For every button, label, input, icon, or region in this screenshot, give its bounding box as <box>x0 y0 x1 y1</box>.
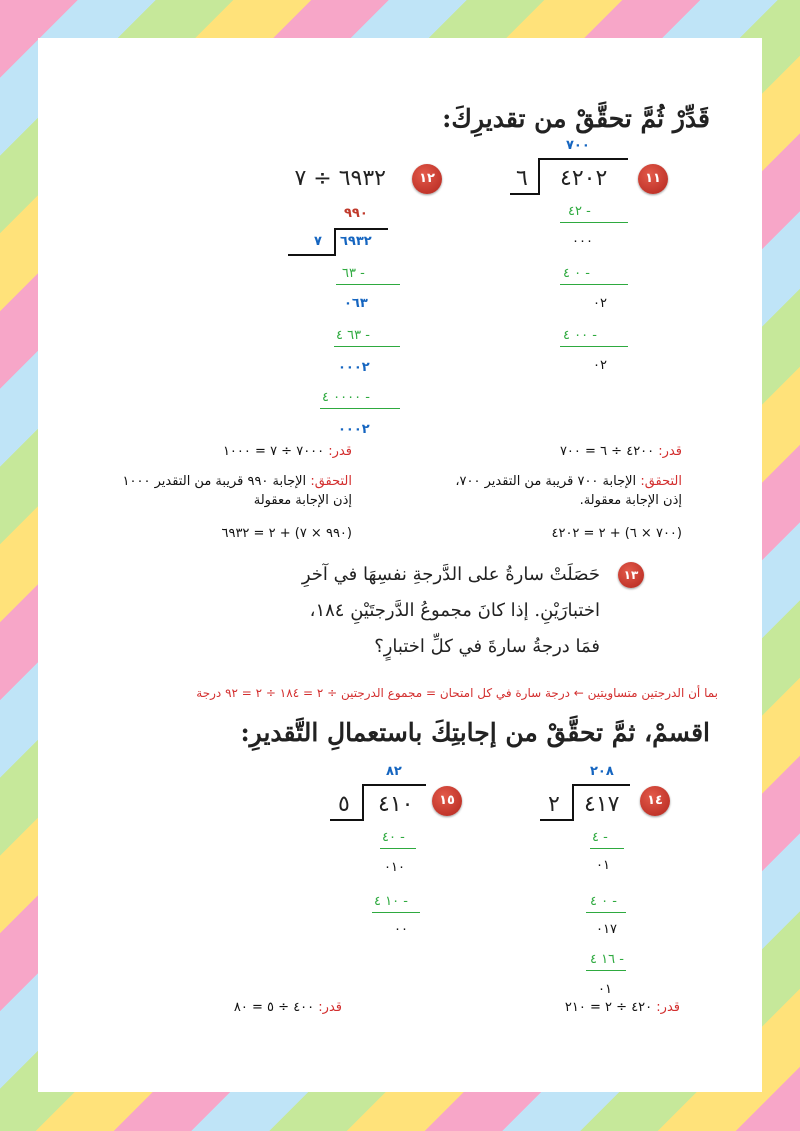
underline-11-2 <box>560 284 628 285</box>
word-problem-answer: بما أن الدرجتين متساويتين ← درجة سارة في كل امتحان = مجموع الدرجتين ÷ ٢ = ١٨٤ ÷ ٢ = ٩٢ درجة <box>196 686 718 700</box>
dividend-11: ٤٢٠٢ <box>560 166 608 191</box>
dividend-15: ٤١٠ <box>378 792 414 817</box>
estimate-12: قدر: ٧٠٠٠ ÷ ٧ = ١٠٠٠ <box>222 444 352 459</box>
quotient-14: ٢٠٨ <box>590 764 614 779</box>
divisor-15: ٥ <box>338 792 350 817</box>
problem-badge-13: ١٣ <box>618 562 644 588</box>
step-12-4: ٠٠٠٢ <box>338 360 370 375</box>
step-14-1: - ٤ <box>592 830 608 845</box>
step-14-3: - ٠ ٤ <box>590 894 617 909</box>
underline-15-1 <box>380 848 416 849</box>
quotient-11: ٧٠٠ <box>566 138 590 153</box>
problem-badge-14: ١٤ <box>640 786 670 816</box>
division-bracket-11 <box>538 158 540 194</box>
word-problem-line1: حَصَلَتْ سارةُ على الدَّرجةِ نفسِهَا في آخرِ <box>301 564 600 585</box>
problem-badge-12: ١٢ <box>412 164 442 194</box>
division-bar-12 <box>336 228 388 230</box>
step-12-1: - ٦٣ <box>342 266 365 281</box>
word-problem-line3: فمَا درجةُ سارةَ في كلِّ اختبارٍ؟ <box>374 636 600 657</box>
step-15-1: - ٤٠ <box>382 830 405 845</box>
expression-12: ٦٩٣٢ ÷ ٧ <box>294 166 386 191</box>
underline-12-1 <box>336 284 400 285</box>
step-15-4: ٠٠ <box>394 922 408 937</box>
step-15-3: - ١٠ ٤ <box>374 894 408 909</box>
step-12-2: ٠٦٣ <box>344 296 368 311</box>
worksheet-page <box>38 38 762 1092</box>
divisor-11: ٦ <box>516 166 528 191</box>
word-problem-line2: اختبارَيْنِ. إذا كانَ مجموعُ الدَّرجتَيْنِ ١٨٤، <box>309 600 600 621</box>
section-title-estimate: قَدِّرْ ثُمَّ تحقَّقْ من تقديرِكَ: <box>442 104 710 133</box>
underline-11-3 <box>560 346 628 347</box>
verify-11-line1: التحقق: الإجابة ٧٠٠ قريبة من التقدير ٧٠٠، <box>455 474 682 489</box>
section-title-divide: اقسمْ، ثمَّ تحقَّقْ من إجابتِكَ باستعمالِ التَّقديرِ: <box>240 718 710 747</box>
step-12-3: - ٦٣ ٤ <box>336 328 370 343</box>
division-foot-12 <box>288 254 336 256</box>
step-14-5: - ١٦ ٤ <box>590 952 624 967</box>
division-foot-11 <box>510 193 540 195</box>
division-bar-14 <box>574 784 630 786</box>
division-bracket-14 <box>572 784 574 820</box>
step-11-4: ٠٢ <box>593 296 607 311</box>
division-foot-14 <box>540 819 574 821</box>
underline-14-1 <box>590 848 624 849</box>
divisor-14: ٢ <box>548 792 560 817</box>
verify-12-line1: التحقق: الإجابة ٩٩٠ قريبة من التقدير ١٠٠٠ <box>122 474 352 489</box>
dividend-12: ٦٩٣٢ <box>340 234 372 249</box>
step-14-4: ٠١٧ <box>596 922 617 937</box>
step-11-6: ٠٢ <box>593 358 607 373</box>
step-12-6: ٠٠٠٢ <box>338 422 370 437</box>
problem-badge-11: ١١ <box>638 164 668 194</box>
division-bracket-12 <box>334 228 336 256</box>
underline-12-2 <box>334 346 400 347</box>
underline-12-3 <box>320 408 400 409</box>
quotient-12: ٩٩٠ <box>344 206 368 221</box>
step-11-5: - ٠٠ ٤ <box>563 328 597 343</box>
underline-15-2 <box>372 912 420 913</box>
step-11-2: ٠٠٠ <box>572 234 593 249</box>
step-11-1: - ٤٢ <box>568 204 591 219</box>
division-bar-11 <box>540 158 628 160</box>
underline-11-1 <box>560 222 628 223</box>
estimate-11: قدر: ٤٢٠٠ ÷ ٦ = ٧٠٠ <box>559 444 682 459</box>
verify-12-line2: إذن الإجابة معقولة <box>253 493 352 508</box>
estimate-15: قدر: ٤٠٠ ÷ ٥ = ٨٠ <box>233 1000 342 1015</box>
underline-14-3 <box>586 970 626 971</box>
step-15-2: ٠١٠ <box>384 860 405 875</box>
step-14-2: ٠١ <box>596 858 610 873</box>
dividend-14: ٤١٧ <box>584 792 620 817</box>
division-bar-15 <box>364 784 426 786</box>
verify-11-line2: إذن الإجابة معقولة. <box>579 493 682 508</box>
divisor-12: ٧ <box>314 234 322 249</box>
estimate-14: قدر: ٤٢٠ ÷ ٢ = ٢١٠ <box>564 1000 680 1015</box>
check-12: (٩٩٠ × ٧) + ٢ = ٦٩٣٢ <box>221 526 352 541</box>
step-14-6: ٠١ <box>598 982 612 997</box>
problem-badge-15: ١٥ <box>432 786 462 816</box>
underline-14-2 <box>586 912 626 913</box>
check-11: (٧٠٠ × ٦) + ٢ = ٤٢٠٢ <box>551 526 682 541</box>
step-11-3: - ٠ ٤ <box>563 266 590 281</box>
division-bracket-15 <box>362 784 364 820</box>
step-12-5: - ٠٠٠٠ ٤ <box>322 390 370 405</box>
quotient-15: ٨٢ <box>386 764 402 779</box>
division-foot-15 <box>330 819 364 821</box>
